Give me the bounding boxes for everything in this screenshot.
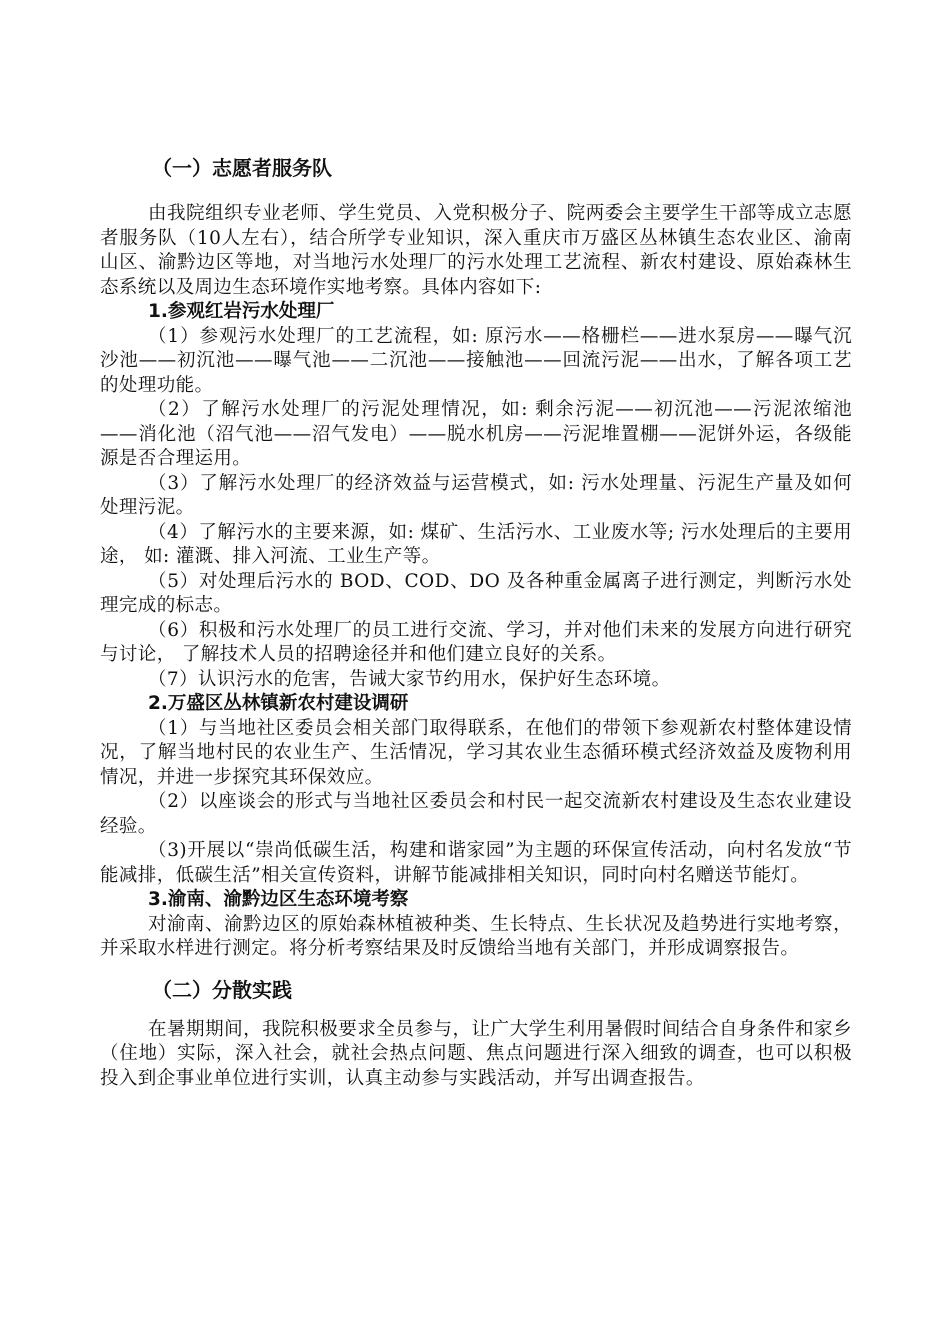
- volunteer-intro: 由我院组织专业老师、学生党员、入党积极分子、院两委会主要学生干部等成立志愿者服务队（10人左右），结合所学专业知识，深入重庆市万盛区丛林镇生态农业区、渝南山区、渝黔边区等地，对当地污水处理厂的污水处理工艺流程、新农村建设、原始森林生态系统以及周边生态环境作实地考察。具体内容如下:: [100, 203, 852, 298]
- ecology-text: 对渝南、渝黔边区的原始森林植被种类、生长特点、生长状况及趋势进行实地考察，并采取水样进行测定。将分析考察结果及时反馈给当地有关部门，并形成调察报告。: [100, 913, 852, 959]
- sewage-item-1: （1）参观污水处理厂的工艺流程，如: 原污水——格栅栏——进水泵房——曝气沉沙池——初沉池——曝气池——二沉池——接触池——回流污泥——出水，了解各项工艺的处理功能。: [100, 325, 852, 396]
- scattered-text: 在暑期期间，我院积极要求全员参与，让广大学生利用暑假时间结合自身条件和家乡（住地）实际，深入社会，就社会热点问题、焦点问题进行深入细致的调查，也可以积极投入到企事业单位进行实训，认真主动参与实践活动，并写出调查报告。: [100, 1018, 852, 1089]
- sewage-item-3: （3）了解污水处理厂的经济效益与运营模式，如: 污水处理量、污泥生产量及如何处理污泥。: [100, 472, 852, 518]
- subheading-ecology-survey: 3.渝南、渝黔边区生态环境考察: [148, 889, 409, 910]
- sewage-item-6: （6）积极和污水处理厂的员工进行交流、学习，并对他们未来的发展方向进行研究与讨论， 了解技术人员的招聘途径并和他们建立良好的关系。: [100, 619, 852, 665]
- rural-item-3: （3)开展以“崇尚低碳生活，构建和谐家园”为主题的环保宣传活动，向村名发放“节能减排，低碳生活”相关宣传资料，讲解节能减排相关知识，同时向村名赠送节能灯。: [100, 840, 852, 886]
- rural-item-2: （2）以座谈会的形式与当地社区委员会和村民一起交流新农村建设及生态农业建设经验。: [100, 791, 852, 837]
- subheading-sewage-plant: 1.参观红岩污水处理厂: [148, 301, 335, 322]
- rural-item-1: （1）与当地社区委员会相关部门取得联系，在他们的带领下参观新农村整体建设情况，了解当地村民的农业生产、生活情况，学习其农业生态循环模式经济效益及废物利用情况，并进一步探究其环保效应。: [100, 717, 852, 788]
- sewage-item-2: （2）了解污水处理厂的污泥处理情况，如: 剩余污泥——初沉池——污泥浓缩池——消化池（沼气池——沼气发电）——脱水机房——污泥堆置棚——泥饼外运，各级能源是否合理运用。: [100, 399, 852, 469]
- subheading-rural-survey: 2.万盛区丛林镇新农村建设调研: [148, 693, 409, 714]
- document-body: [100, 152, 852, 1091]
- section-heading-scattered: （二）分散实践: [152, 977, 292, 1002]
- sewage-item-5: （5）对处理后污水的 BOD、COD、DO 及各种重金属离子进行测定，判断污水处理完成的标志。: [100, 570, 852, 616]
- section-heading-volunteer: （一）志愿者服务队: [152, 156, 332, 180]
- sewage-item-4: （4）了解污水的主要来源，如: 煤矿、生活污水、工业废水等; 污水处理后的主要用途， 如: 灌溉、排入河流、工业生产等。: [100, 521, 852, 567]
- sewage-item-7: （7）认识污水的危害，告诫大家节约用水，保护好生态环境。: [148, 668, 671, 690]
